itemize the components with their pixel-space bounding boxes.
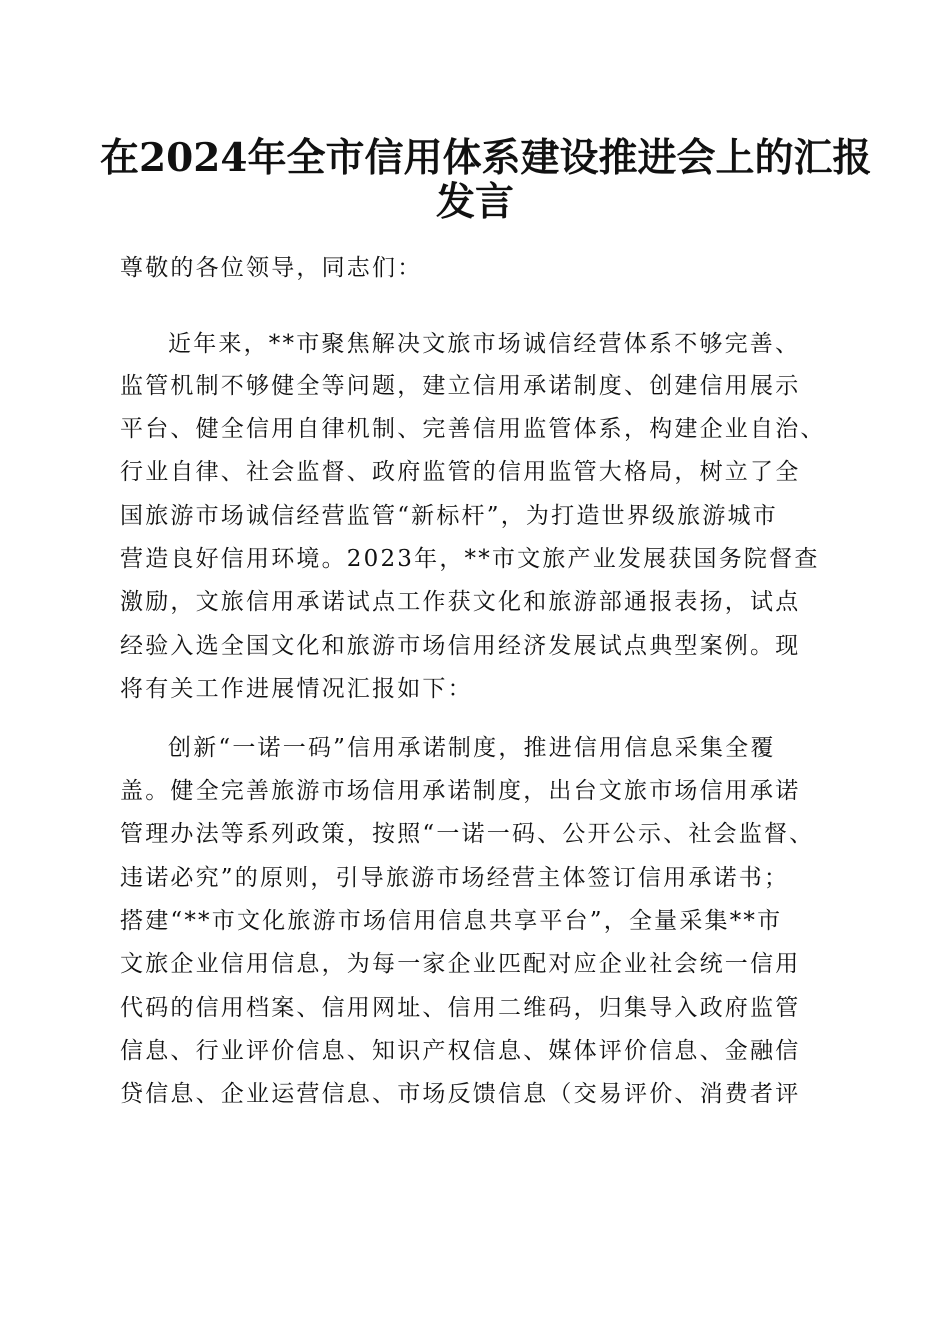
paragraph-2-line: 盖。健全完善旅游市场信用承诺制度，出台文旅市场信用承诺 [120, 778, 801, 804]
document-title [100, 135, 872, 225]
paragraph-1-line: 平台、健全信用自律机制、完善信用监管体系，构建企业自治、 [120, 416, 826, 442]
paragraph-2-line: 文旅企业信用信息，为每一家企业匹配对应企业社会统一信用 [120, 951, 801, 977]
paragraph-1-line: 监管机制不够健全等问题，建立信用承诺制度、创建信用展示 [120, 373, 801, 399]
paragraph-2-line: 代码的信用档案、信用网址、信用二维码，归集导入政府监管 [120, 995, 801, 1021]
paragraph-1-line: 激励，文旅信用承诺试点工作获文化和旅游部通报表扬，试点 [120, 589, 801, 615]
salutation: 尊敬的各位领导，同志们： [120, 255, 423, 281]
paragraph-2-line: 贷信息、企业运营信息、市场反馈信息（交易评价、消费者评 [120, 1081, 801, 1107]
paragraph-1-line: 国旅游市场诚信经营监管“新标杆”，为打造世界级旅游城市 [120, 503, 778, 529]
paragraph-1-line: 近年来，**市聚焦解决文旅市场诚信经营体系不够完善、 [168, 331, 801, 357]
paragraph-2-line: 搭建“**市文化旅游市场信用信息共享平台”，全量采集**市 [120, 908, 783, 934]
title-line-1: 在2024年全市信用体系建设推进会上的汇报 [100, 135, 872, 181]
paragraph-2-line: 管理办法等系列政策，按照“一诺一码、公开公示、社会监督、 [120, 821, 815, 847]
paragraph-1-line: 经验入选全国文化和旅游市场信用经济发展试点典型案例。现 [120, 633, 801, 659]
paragraph-1-line: 营造良好信用环境。2023年，**市文旅产业发展获国务院督查 [120, 546, 820, 572]
title-line-2: 发言 [435, 179, 514, 225]
paragraph-1-line: 将有关工作进展情况汇报如下： [120, 676, 473, 702]
paragraph-2-line: 创新“一诺一码”信用承诺制度，推进信用信息采集全覆 [168, 735, 776, 761]
paragraph-2-line: 信息、行业评价信息、知识产权信息、媒体评价信息、金融信 [120, 1038, 801, 1064]
paragraph-1-line: 行业自律、社会监督、政府监管的信用监管大格局，树立了全 [120, 459, 801, 485]
paragraph-2-line: 违诺必究”的原则，引导旅游市场经营主体签订信用承诺书； [120, 865, 790, 891]
